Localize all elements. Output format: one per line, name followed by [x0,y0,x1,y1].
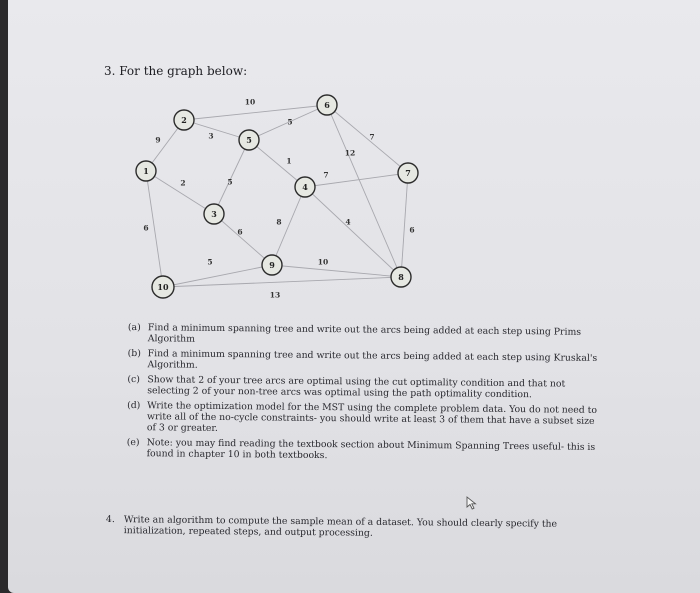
node-7-label: 7 [405,168,411,178]
node-10-label: 10 [157,282,169,292]
edge-weight-3-9: 6 [237,227,243,237]
edge-6-8 [327,105,401,277]
edge-10-8 [163,277,401,287]
edge-weight-1-3: 2 [180,178,186,188]
edge-weight-2-6: 10 [244,97,256,107]
edge-weight-6-8: 12 [344,148,356,158]
node-4-label: 4 [302,182,308,192]
part-c [127,374,597,401]
part-a [128,322,598,349]
node-3 [204,204,224,224]
node-9 [262,255,282,275]
part-d [127,400,597,438]
part-c-label: (c) [127,373,140,386]
node-8-label: 8 [398,272,404,282]
node-5 [239,130,259,150]
question-3-parts [127,322,598,468]
edge-6-7 [327,105,408,173]
node-2-label: 2 [181,115,187,125]
edge-3-9 [214,214,272,265]
edge-weight-5-3: 5 [227,177,233,187]
edge-4-7 [305,170,408,187]
part-d-text: Write the optimization model for the MST using the complete problem data. You do not need to write all of the no-cycle constraints- you should write at least 3 of them that have a subset size of 3 or greater. [146,400,598,434]
part-e-label: (e) [126,436,140,449]
node-8 [391,267,411,287]
graph-nodes [136,95,418,298]
part-b-text: Find a minimum spanning tree and write out the arcs being added at each step using Kruskal's Algorithm. [147,348,598,371]
node-1-label: 1 [143,166,149,176]
node-2 [174,110,194,130]
edge-9-8 [272,265,401,277]
edge-weight-2-5: 3 [208,131,214,141]
edge-weight-5-4: 1 [286,156,292,166]
part-e [127,437,597,464]
question-3-heading: 3. For the graph below: [104,64,248,78]
question-4-label: 4. [105,514,115,526]
mouse-pointer-icon [466,496,478,510]
edge-weight-10-8: 13 [269,290,281,300]
edge-weight-4-9: 8 [276,217,282,227]
edge-weight-7-8: 6 [409,225,415,235]
node-5-label: 5 [246,135,252,145]
edge-weight-6-7: 7 [369,132,375,142]
edge-weight-4-7: 7 [323,170,329,180]
edge-weight-4-8: 4 [345,217,351,227]
edge-weight-5-6: 5 [287,117,293,127]
edge-weight-1-2: 9 [155,135,161,145]
node-6-label: 6 [324,100,330,110]
node-3-label: 3 [211,209,217,219]
part-d-label: (d) [127,399,141,412]
part-e-text: Note: you may find reading the textbook section about Minimum Spanning Trees useful- this is found in chapter 10 in both textbooks. [146,437,596,462]
edge-1-3 [146,171,214,214]
node-7 [398,163,418,183]
part-a-text: Find a minimum spanning tree and write out the arcs being added at each step using Prims Algorithm [147,322,582,345]
edge-5-4 [249,140,305,187]
node-10 [152,276,174,298]
edge-2-6 [184,105,327,120]
node-4 [295,177,315,197]
node-6 [317,95,337,115]
node-1 [136,161,156,181]
question-4-text: Write an algorithm to compute the sample mean of a dataset. You should clearly specify the initialization, repeated steps, and output processing. [123,514,558,539]
edge-weight-1-10: 6 [143,223,149,233]
edge-7-8 [401,173,408,277]
edge-9-10 [163,265,272,287]
part-b-label: (b) [127,347,141,360]
edge-weight-9-10: 5 [207,257,213,267]
part-b [127,348,597,375]
edge-weight-9-8: 10 [317,257,329,267]
part-c-text: Show that 2 of your tree arcs are optimal using the cut optimality condition and that not selecting 2 of your non-tree arcs was optimal using the path optimality condition. [147,374,566,401]
part-a-label: (a) [127,322,141,334]
node-9-label: 9 [269,260,275,270]
